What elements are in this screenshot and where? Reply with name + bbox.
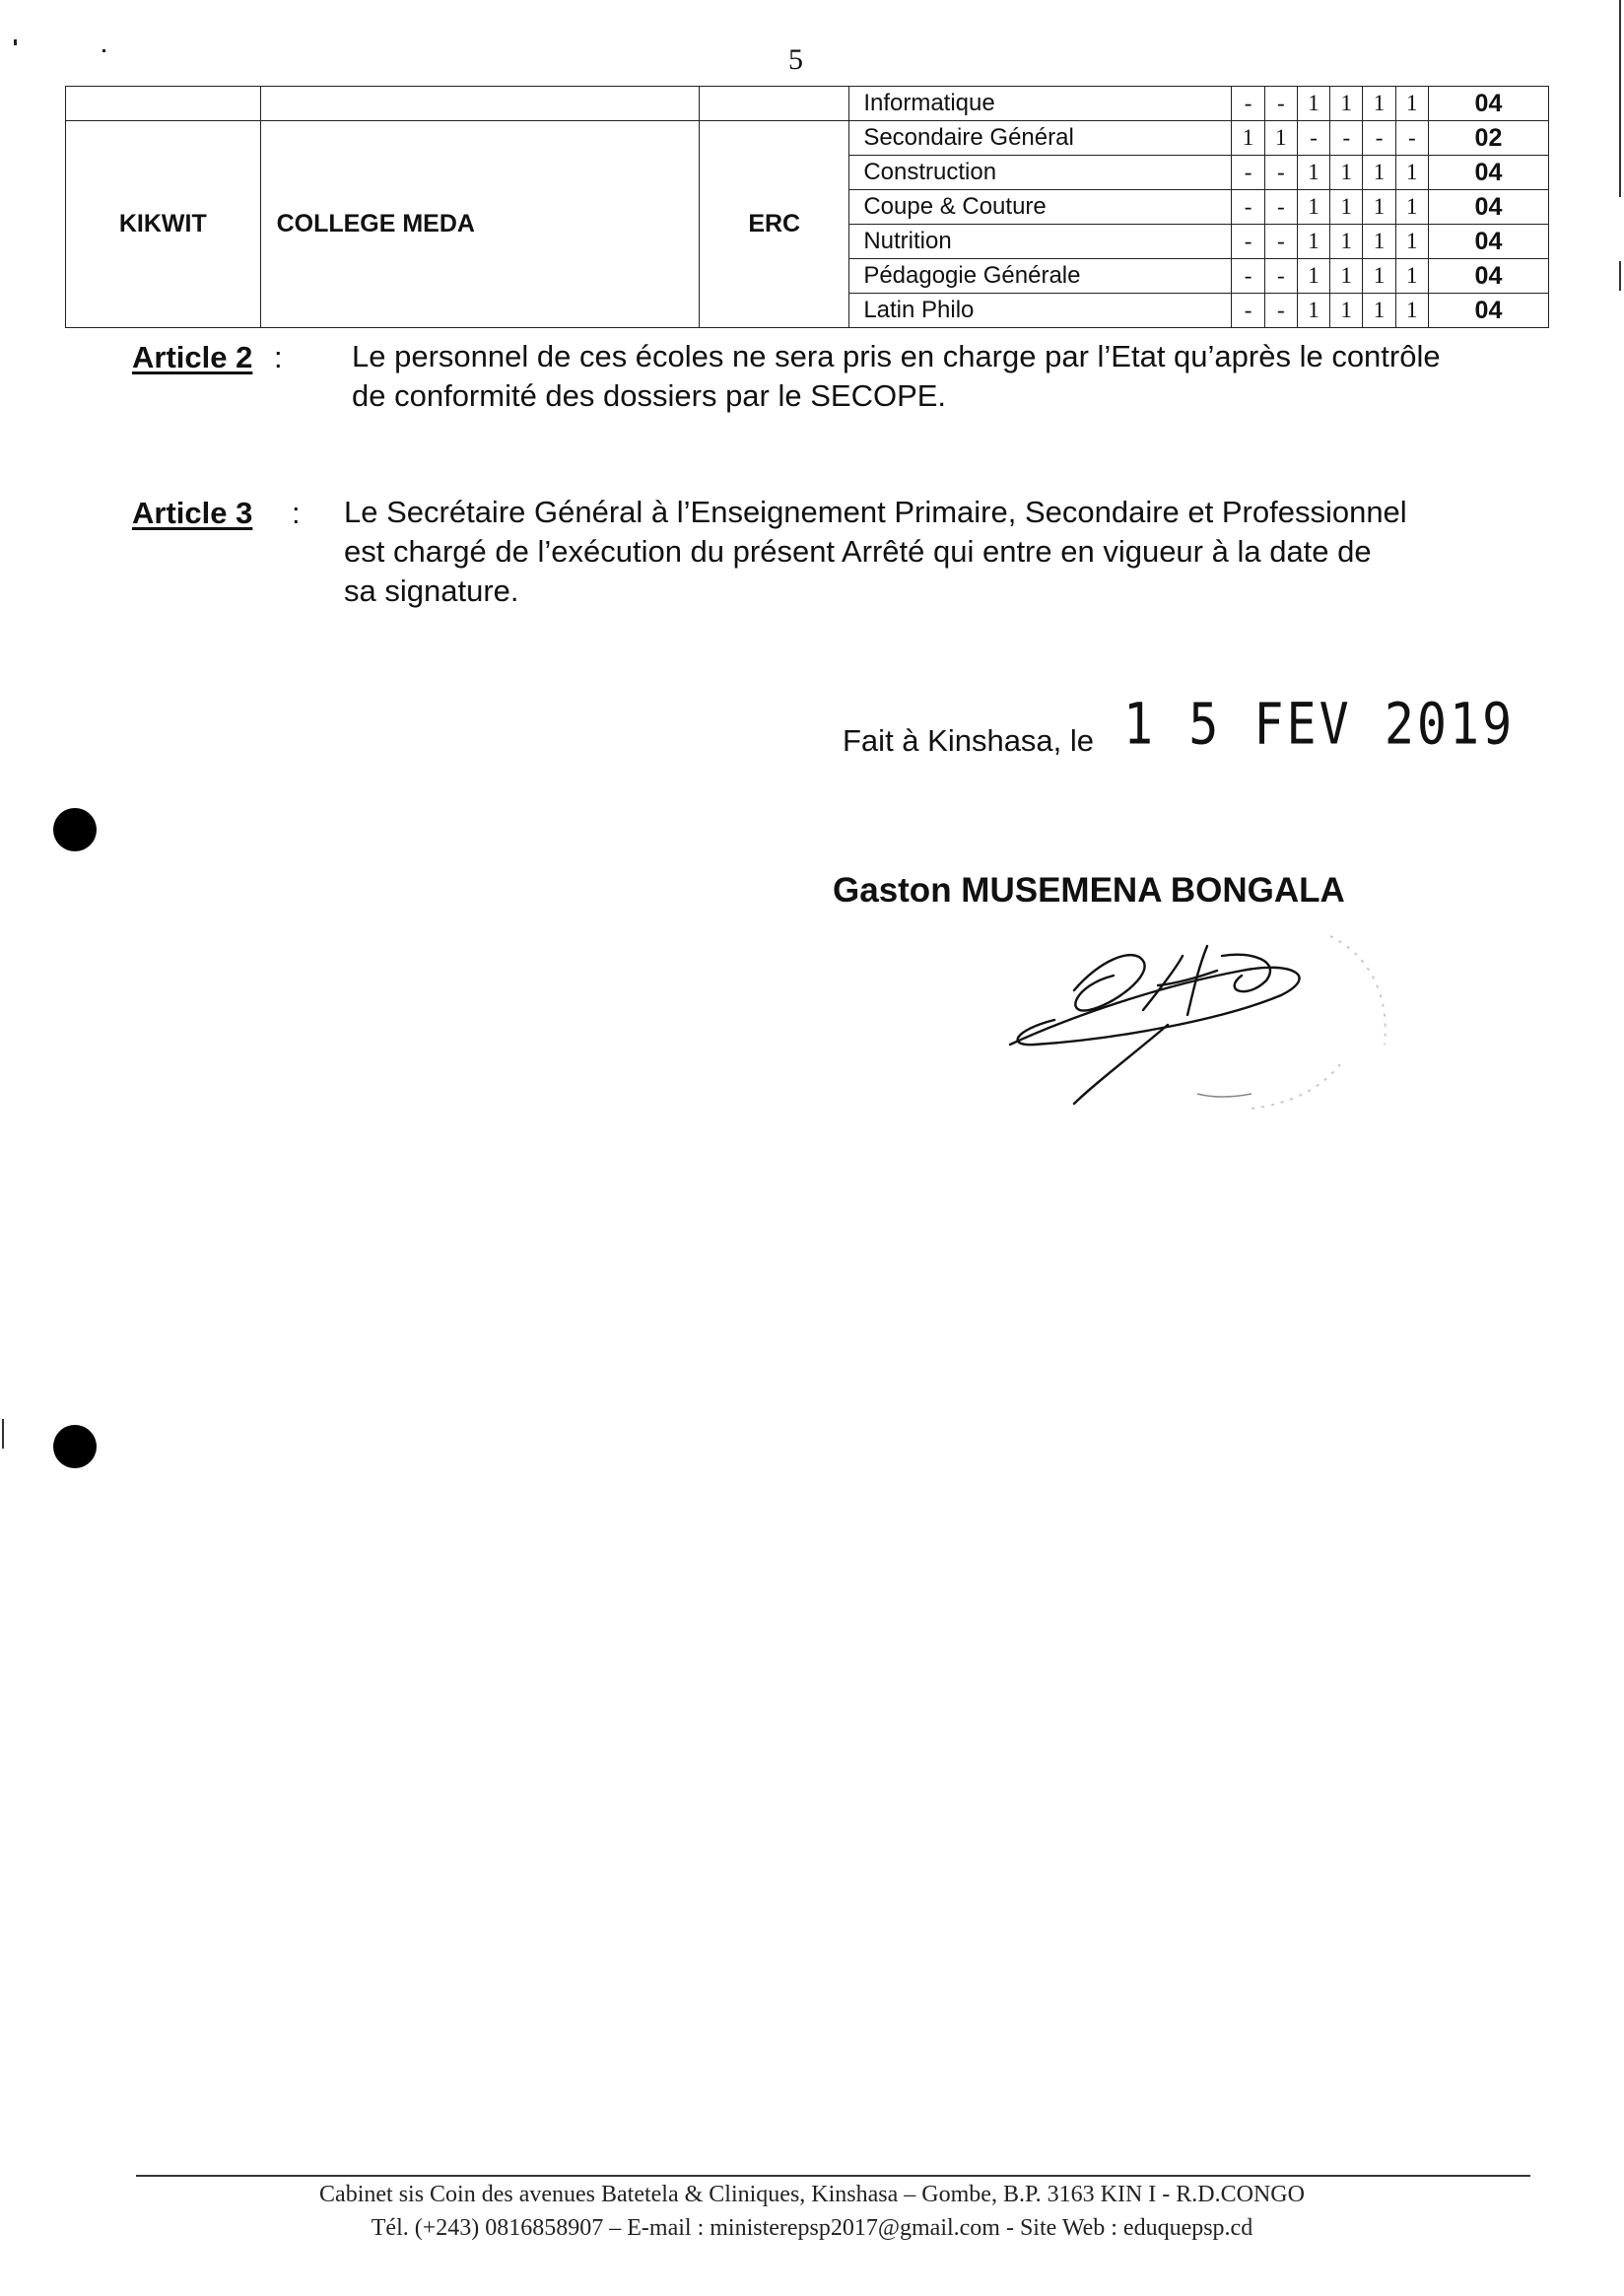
class-count-cell: - bbox=[1232, 156, 1264, 190]
signer-name: Gaston MUSEMENA BONGALA bbox=[833, 871, 1345, 910]
table-row bbox=[66, 87, 1549, 121]
class-count-cell: - bbox=[1232, 259, 1264, 294]
class-count-cell: - bbox=[1264, 225, 1297, 259]
class-count-cell: - bbox=[1232, 225, 1264, 259]
total-cell: 04 bbox=[1428, 87, 1548, 121]
class-count-cell: - bbox=[1330, 121, 1363, 156]
article-2-text bbox=[352, 337, 1441, 416]
schools-table bbox=[65, 86, 1549, 328]
class-count-cell: - bbox=[1264, 294, 1297, 328]
option-cell: Pédagogie Générale bbox=[849, 259, 1232, 294]
article-2-label: Article 2 bbox=[132, 340, 253, 374]
class-count-cell: - bbox=[1264, 87, 1297, 121]
table-row bbox=[66, 121, 1549, 156]
option-cell: Construction bbox=[849, 156, 1232, 190]
article-3-text bbox=[344, 493, 1407, 611]
signature-graphic bbox=[995, 916, 1409, 1133]
scan-edge-mark bbox=[1619, 261, 1621, 291]
article-2-line: Le personnel de ces écoles ne sera pris en charge par l’Etat qu’après le contrôle bbox=[352, 339, 1441, 373]
scan-speck bbox=[102, 49, 105, 52]
date-stamp: 1 5 FEV 2019 bbox=[1123, 691, 1516, 758]
class-count-cell: - bbox=[1232, 87, 1264, 121]
class-count-cell: 1 bbox=[1297, 259, 1329, 294]
total-cell: 04 bbox=[1428, 225, 1548, 259]
class-count-cell: 1 bbox=[1330, 259, 1363, 294]
total-cell: 04 bbox=[1428, 294, 1548, 328]
school-cell: COLLEGE MEDA bbox=[260, 121, 700, 328]
class-count-cell: 1 bbox=[1297, 225, 1329, 259]
class-count-cell: 1 bbox=[1330, 190, 1363, 225]
article-3-colon: : bbox=[292, 496, 301, 530]
class-count-cell: 1 bbox=[1363, 190, 1395, 225]
footer-address: Cabinet sis Coin des avenues Batetela & Cliniques, Kinshasa – Gombe, B.P. 3163 KIN I - R.D.CONGO bbox=[319, 2182, 1305, 2207]
class-count-cell: 1 bbox=[1363, 259, 1395, 294]
page-number: 5 bbox=[788, 43, 803, 76]
class-count-cell: 1 bbox=[1264, 121, 1297, 156]
class-count-cell: 1 bbox=[1395, 225, 1428, 259]
article-2-colon: : bbox=[274, 340, 283, 374]
article-3-line: sa signature. bbox=[344, 574, 519, 608]
empty-cell bbox=[66, 87, 261, 121]
class-count-cell: 1 bbox=[1297, 190, 1329, 225]
class-count-cell: 1 bbox=[1395, 190, 1428, 225]
class-count-cell: - bbox=[1232, 190, 1264, 225]
article-3-line: est chargé de l’exécution du présent Arrêté qui entre en vigueur à la date de bbox=[344, 534, 1372, 569]
class-count-cell: 1 bbox=[1330, 87, 1363, 121]
class-count-cell: 1 bbox=[1330, 156, 1363, 190]
class-count-cell: 1 bbox=[1363, 87, 1395, 121]
class-count-cell: 1 bbox=[1297, 156, 1329, 190]
footer-contact: Tél. (+243) 0816858907 – E-mail : ministerepsp2017@gmail.com - Site Web : eduquepsp.cd bbox=[371, 2215, 1253, 2241]
binder-hole bbox=[53, 808, 97, 851]
scan-edge-mark bbox=[2, 1419, 4, 1449]
city-cell: KIKWIT bbox=[66, 121, 261, 328]
total-cell: 02 bbox=[1428, 121, 1548, 156]
scan-edge-mark bbox=[1619, 0, 1621, 197]
option-cell: Informatique bbox=[849, 87, 1232, 121]
empty-cell bbox=[260, 87, 700, 121]
class-count-cell: 1 bbox=[1297, 87, 1329, 121]
class-count-cell: 1 bbox=[1363, 156, 1395, 190]
option-cell: Secondaire Général bbox=[849, 121, 1232, 156]
regime-cell: ERC bbox=[700, 121, 849, 328]
footer-divider bbox=[136, 2175, 1530, 2177]
class-count-cell: 1 bbox=[1395, 87, 1428, 121]
class-count-cell: 1 bbox=[1363, 294, 1395, 328]
class-count-cell: 1 bbox=[1232, 121, 1264, 156]
class-count-cell: 1 bbox=[1395, 156, 1428, 190]
class-count-cell: 1 bbox=[1330, 225, 1363, 259]
option-cell: Coupe & Couture bbox=[849, 190, 1232, 225]
total-cell: 04 bbox=[1428, 190, 1548, 225]
total-cell: 04 bbox=[1428, 156, 1548, 190]
class-count-cell: - bbox=[1264, 156, 1297, 190]
class-count-cell: - bbox=[1264, 259, 1297, 294]
total-cell: 04 bbox=[1428, 259, 1548, 294]
article-3-line: Le Secrétaire Général à l’Enseignement Primaire, Secondaire et Professionnel bbox=[344, 495, 1407, 529]
option-cell: Nutrition bbox=[849, 225, 1232, 259]
class-count-cell: - bbox=[1395, 121, 1428, 156]
class-count-cell: 1 bbox=[1363, 225, 1395, 259]
class-count-cell: - bbox=[1264, 190, 1297, 225]
article-2-line: de conformité des dossiers par le SECOPE. bbox=[352, 378, 947, 413]
place-and-date-label: Fait à Kinshasa, le bbox=[843, 723, 1095, 758]
class-count-cell: 1 bbox=[1330, 294, 1363, 328]
binder-hole bbox=[53, 1425, 97, 1468]
class-count-cell: 1 bbox=[1297, 294, 1329, 328]
class-count-cell: 1 bbox=[1395, 294, 1428, 328]
option-cell: Latin Philo bbox=[849, 294, 1232, 328]
article-3-label: Article 3 bbox=[132, 496, 253, 530]
scan-speck bbox=[14, 39, 17, 45]
empty-cell bbox=[700, 87, 849, 121]
class-count-cell: - bbox=[1363, 121, 1395, 156]
class-count-cell: - bbox=[1232, 294, 1264, 328]
class-count-cell: 1 bbox=[1395, 259, 1428, 294]
class-count-cell: - bbox=[1297, 121, 1329, 156]
